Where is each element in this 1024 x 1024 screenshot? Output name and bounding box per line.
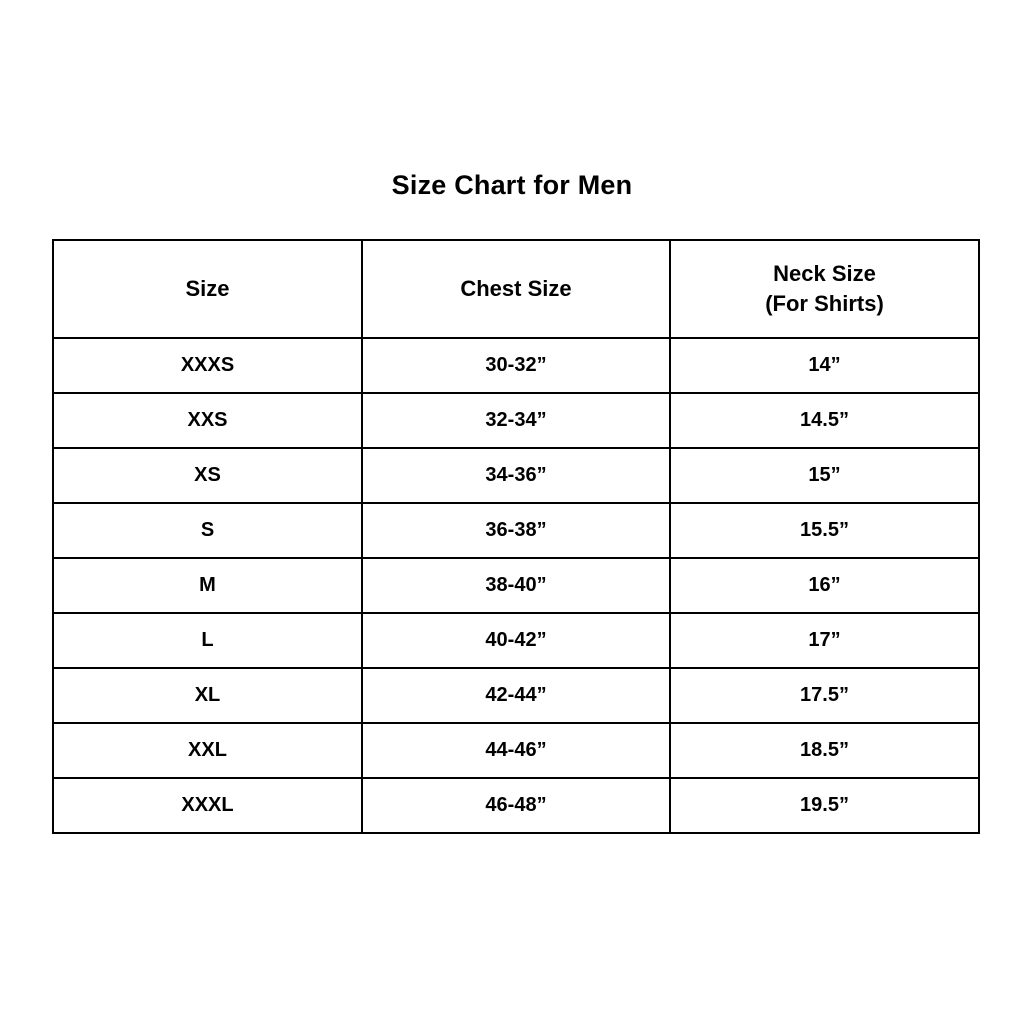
cell-size: XXL — [53, 723, 362, 778]
table-row — [53, 338, 979, 393]
column-header-neck — [670, 240, 979, 338]
cell-neck: 19.5” — [670, 778, 979, 833]
column-header-size — [53, 240, 362, 338]
cell-neck: 15” — [670, 448, 979, 503]
cell-chest: 44-46” — [362, 723, 670, 778]
table-row — [53, 393, 979, 448]
column-header-chest — [362, 240, 670, 338]
column-header-neck-sublabel: (For Shirts) — [765, 291, 884, 316]
table-row — [53, 668, 979, 723]
cell-chest: 36-38” — [362, 503, 670, 558]
size-chart-table — [52, 239, 980, 834]
cell-chest: 32-34” — [362, 393, 670, 448]
cell-size: L — [53, 613, 362, 668]
cell-chest: 40-42” — [362, 613, 670, 668]
cell-chest: 42-44” — [362, 668, 670, 723]
cell-neck: 14.5” — [670, 393, 979, 448]
column-header-size-label: Size — [185, 276, 230, 301]
cell-size: XXS — [53, 393, 362, 448]
cell-chest: 46-48” — [362, 778, 670, 833]
page-title: Size Chart for Men — [391, 170, 633, 200]
table-row — [53, 778, 979, 833]
cell-chest: 34-36” — [362, 448, 670, 503]
cell-neck: 15.5” — [670, 503, 979, 558]
cell-size: S — [53, 503, 362, 558]
cell-size: XL — [53, 668, 362, 723]
table-row — [53, 558, 979, 613]
cell-chest: 30-32” — [362, 338, 670, 393]
cell-size: XXXS — [53, 338, 362, 393]
table-row — [53, 448, 979, 503]
cell-size: M — [53, 558, 362, 613]
cell-neck: 14” — [670, 338, 979, 393]
cell-neck: 16” — [670, 558, 979, 613]
cell-size: XXXL — [53, 778, 362, 833]
cell-size: XS — [53, 448, 362, 503]
cell-chest: 38-40” — [362, 558, 670, 613]
cell-neck: 17.5” — [670, 668, 979, 723]
cell-neck: 17” — [670, 613, 979, 668]
column-header-neck-label: Neck Size — [773, 261, 876, 286]
column-header-chest-label: Chest Size — [460, 276, 572, 301]
table-row — [53, 723, 979, 778]
table-row — [53, 613, 979, 668]
cell-neck: 18.5” — [670, 723, 979, 778]
table-row — [53, 503, 979, 558]
table-header-row — [53, 240, 979, 338]
